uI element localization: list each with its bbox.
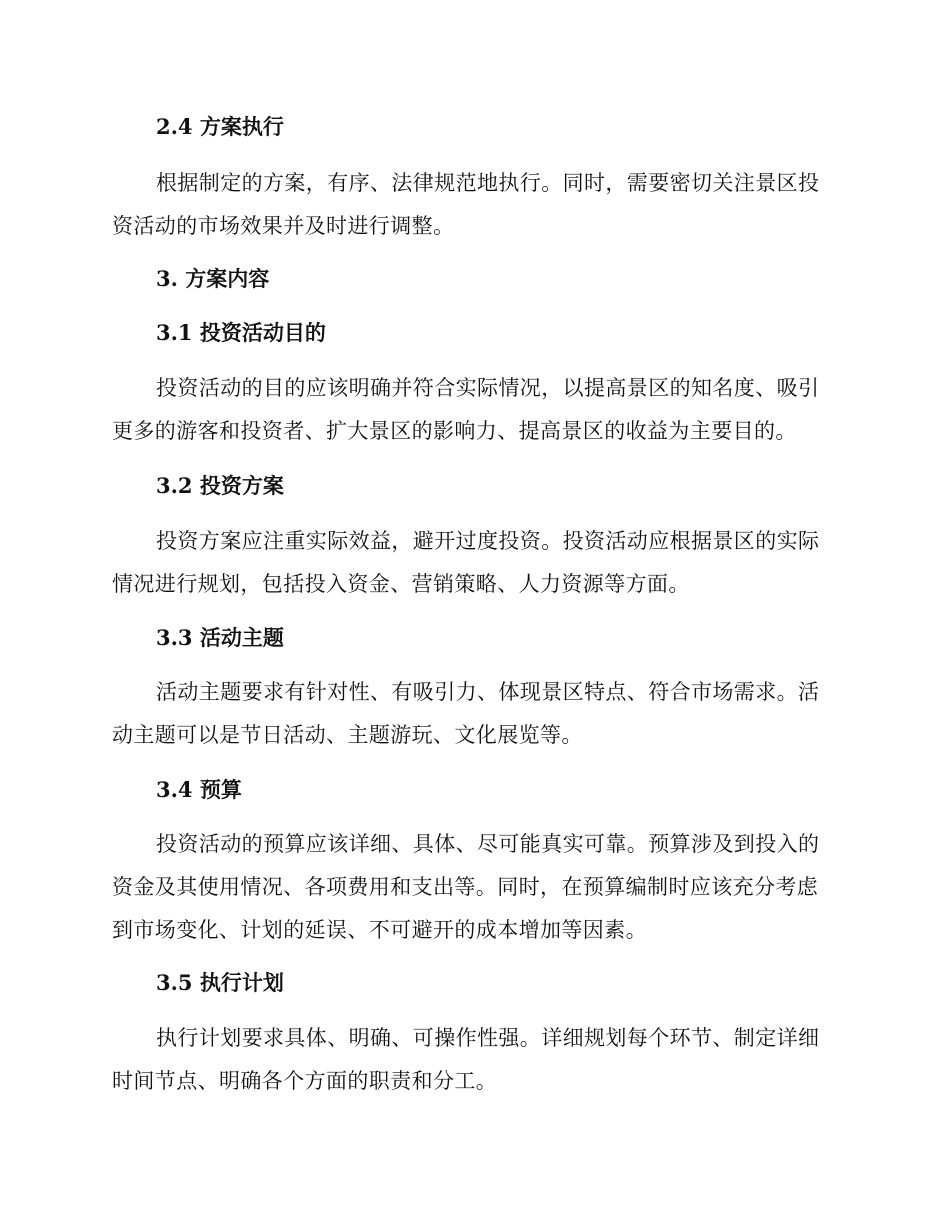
section-body-2-4: 根据制定的方案，有序、法律规范地执行。同时，需要密切关注景区投资活动的市场效果并及时进行调整。: [112, 171, 820, 238]
section-body-3-1: 投资活动的目的应该明确并符合实际情况，以提高景区的知名度、吸引更多的游客和投资者、扩大景区的影响力、提高景区的收益为主要目的。: [112, 376, 820, 443]
section-body-3-5: 执行计划要求具体、明确、可操作性强。详细规划每个环节、制定详细时间节点、明确各个方面的职责和分工。: [112, 1026, 820, 1093]
section-heading-3-1: 3.1 投资活动目的: [156, 320, 326, 345]
section-body-3-2: 投资方案应注重实际效益，避开过度投资。投资活动应根据景区的实际情况进行规划，包括投入资金、营销策略、人力资源等方面。: [112, 529, 820, 596]
section-body-3-4: 投资活动的预算应该详细、具体、尽可能真实可靠。预算涉及到投入的资金及其使用情况、各项费用和支出等。同时，在预算编制时应该充分考虑到市场变化、计划的延误、不可避开的成本增加等因素。: [112, 832, 820, 942]
section-heading-3: 3. 方案内容: [156, 266, 270, 291]
section-heading-3-3: 3.3 活动主题: [156, 625, 284, 650]
section-body-3-3: 活动主题要求有针对性、有吸引力、体现景区特点、符合市场需求。活动主题可以是节日活动、主题游玩、文化展览等。: [112, 680, 820, 747]
section-heading-3-2: 3.2 投资方案: [156, 473, 284, 498]
section-heading-2-4: 2.4 方案执行: [156, 114, 284, 139]
section-heading-3-4: 3.4 预算: [156, 777, 242, 802]
section-heading-3-5: 3.5 执行计划: [156, 970, 284, 995]
